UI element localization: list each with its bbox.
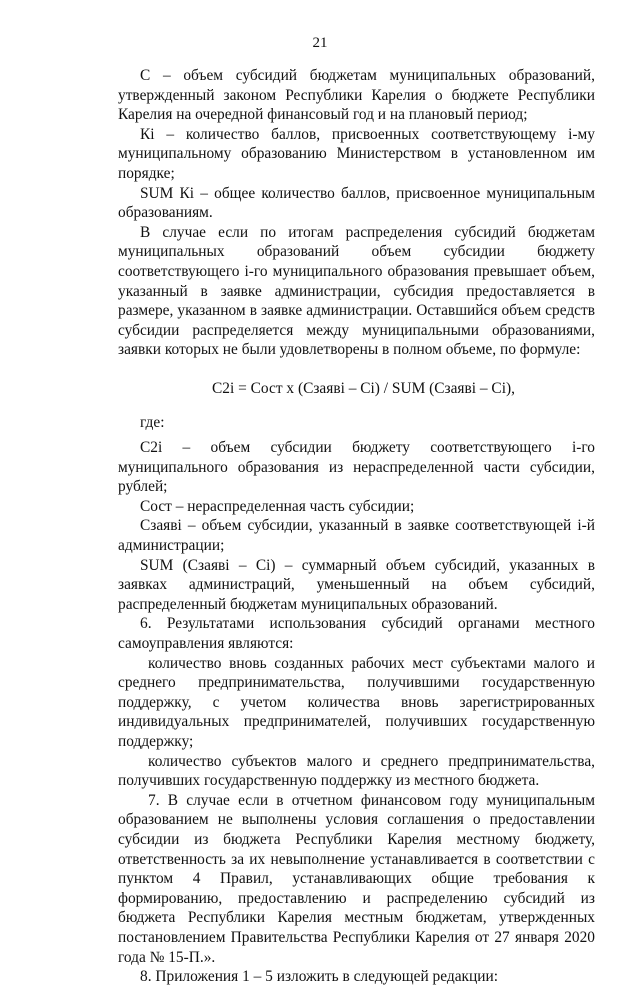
definition-cost: Сост – нераспределенная часть субсидии; [140, 497, 415, 515]
paragraph-c-definition: С – объем субсидий бюджетам муниципальных образований, утвержденный законом Республики Карелия о бюджете Республики Карелия на очередной финансовый год и на плановый период; [118, 67, 595, 124]
definition-czayav: Сзаявi – объем субсидии, указанный в заявке соответствующей i-й администрации; [118, 517, 595, 555]
item-6: 6. Результатами использования субсидий органами местного самоуправления являются: [118, 615, 595, 653]
paragraph-redistribution: В случае если по итогам распределения субсидий бюджетам муниципальных образований объем субсидии бюджету соответствующего i-го муниципального образования превышает объем, указанный в заявке администрации, субсидия предоставляется в размере, указанном в заявке администрации. Оставшийся объем средств субсидии распределяется между муниципальными образованиями, заявки которых не были удовлетворены в полном объеме, по формуле: [118, 223, 595, 359]
paragraph-ki-definition: Кi – количество баллов, присвоенных соответствующему i-му муниципальному образованию Министерством в установленном им порядке; [118, 125, 595, 182]
paragraph-sum-ki-definition: SUM Кi – общее количество баллов, присвоенное муниципальным образованиям. [118, 184, 595, 222]
definition-sum-czayav: SUM (Сзаявi – Сi) – суммарный объем субсидий, указанных в заявках администраций, уменьшенный на объем субсидий, распределенный бюджетам муниципальных образований. [118, 556, 595, 613]
item-8: 8. Приложения 1 – 5 изложить в следующей редакции: [140, 968, 498, 986]
item-7: 7. В случае если в отчетном финансовом году муниципальным образованием не выполнены условия соглашения о предоставлении субсидии из бюджета Республики Карелия местному бюджету, ответственность за их невыполнение устанавливается в соответствии с пунктом 4 Правил, устанавливающих общие требования к формированию, предоставлению и распределению субсидий из бюджета Республики Карелия местным бюджетам, утвержденных постановлением Правительства Республики Карелия от 27 января 2020 года № 15-П.». [118, 791, 595, 966]
formula: С2i = Сост x (Сзаявi – Сi) / SUM (Сзаявi – Сi), [212, 379, 515, 397]
definition-c2i: С2i – объем субсидии бюджету соответствующего i-го муниципального образования из нераспределенной части субсидии, рублей; [118, 439, 595, 496]
result-subjects: количество субъектов малого и среднего предпринимательства, получивших государственную поддержку из местного бюджета. [118, 752, 595, 790]
result-jobs: количество вновь созданных рабочих мест субъектами малого и среднего предпринимательства, получившими государственную поддержку, с учетом количества вновь зарегистрированных индивидуальных предпринимателей, получивших государственную поддержку; [118, 654, 595, 750]
document-body [118, 66, 595, 987]
where-label: где: [140, 413, 165, 431]
page-number: 21 [312, 35, 328, 51]
